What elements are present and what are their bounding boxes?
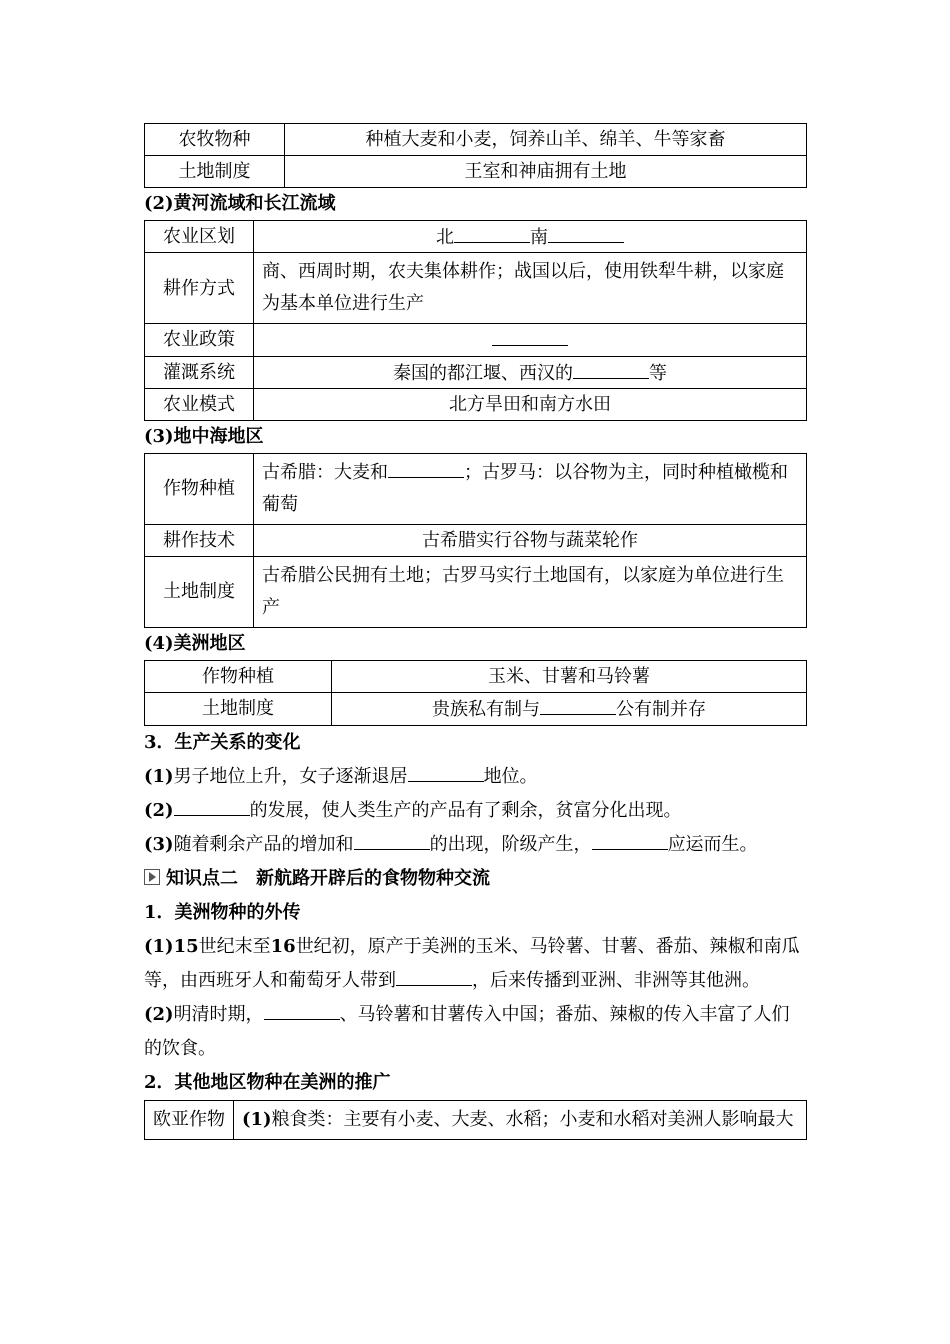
answer-blank[interactable] bbox=[264, 1001, 340, 1020]
row-value: 北方旱田和南方水田 bbox=[254, 389, 807, 421]
table-row bbox=[145, 389, 807, 421]
row-label: 作物种植 bbox=[145, 454, 254, 525]
row-label: 土地制度 bbox=[145, 557, 254, 628]
table-row bbox=[145, 454, 807, 525]
table-row bbox=[145, 557, 807, 628]
row-label: 耕作方式 bbox=[145, 253, 254, 324]
paragraph: (2) 的发展，使人类生产的产品有了剩余，贫富分化出现。 bbox=[144, 794, 807, 828]
row-value: 玉米、甘薯和马铃薯 bbox=[332, 661, 807, 693]
row-label: 农业区划 bbox=[145, 221, 254, 253]
answer-blank[interactable] bbox=[573, 360, 649, 379]
answer-blank[interactable] bbox=[408, 763, 484, 782]
table-row bbox=[145, 693, 807, 725]
row-label: 欧亚作物 bbox=[145, 1100, 234, 1139]
answer-blank[interactable] bbox=[396, 967, 472, 986]
section-title: (4)美洲地区 bbox=[144, 633, 246, 655]
table-row bbox=[145, 324, 807, 356]
paragraph: (2)明清时期， 、马铃薯和甘薯传入中国；番茄、辣椒的传入丰富了人们的饮食。 bbox=[144, 998, 807, 1066]
subheading: 2．其他地区物种在美洲的推广 bbox=[144, 1071, 391, 1093]
table-row bbox=[145, 124, 807, 156]
table-row bbox=[145, 253, 807, 324]
heading-part3: 3．生产关系的变化 bbox=[144, 731, 301, 753]
table-eurasian-crops bbox=[144, 1100, 807, 1140]
subheading: 1．美洲物种的外传 bbox=[144, 901, 301, 923]
table-row bbox=[145, 525, 807, 557]
row-value bbox=[254, 324, 807, 356]
row-value: 种植大麦和小麦，饲养山羊、绵羊、牛等家畜 bbox=[285, 124, 807, 156]
answer-blank[interactable] bbox=[354, 831, 430, 850]
table-row bbox=[145, 1100, 807, 1139]
paragraph: (1)男子地位上升，女子逐渐退居 地位。 bbox=[144, 760, 807, 794]
row-label: 农牧物种 bbox=[145, 124, 285, 156]
table-row bbox=[145, 356, 807, 388]
table-row bbox=[145, 661, 807, 693]
answer-blank[interactable] bbox=[388, 459, 464, 478]
paragraph: (3)随着剩余产品的增加和 的出现，阶级产生， 应运而生。 bbox=[144, 828, 807, 862]
row-label: 土地制度 bbox=[145, 693, 332, 725]
answer-blank[interactable] bbox=[174, 797, 250, 816]
row-value: 古希腊公民拥有土地；古罗马实行土地国有，以家庭为单位进行生产 bbox=[254, 557, 807, 628]
play-triangle-icon bbox=[144, 869, 160, 885]
row-label: 灌溉系统 bbox=[145, 356, 254, 388]
section-title: (3)地中海地区 bbox=[144, 426, 264, 448]
content bbox=[144, 123, 807, 1140]
row-value: 贵族私有制与 公有制并存 bbox=[332, 693, 807, 725]
section-title: (2)黄河流域和长江流域 bbox=[144, 193, 336, 214]
table-row bbox=[145, 156, 807, 188]
knowledge-point-heading: 知识点二 新航路开辟后的食物物种交流 bbox=[144, 862, 807, 896]
table-mediterranean bbox=[144, 453, 807, 628]
row-value: 古希腊：大麦和 ；古罗马：以谷物为主，同时种植橄榄和葡萄 bbox=[254, 454, 807, 525]
row-label: 农业政策 bbox=[145, 324, 254, 356]
table-row bbox=[145, 221, 807, 253]
answer-blank[interactable] bbox=[454, 224, 530, 243]
row-label: 土地制度 bbox=[145, 156, 285, 188]
answer-blank[interactable] bbox=[548, 224, 624, 243]
table-china bbox=[144, 220, 807, 421]
table-americas bbox=[144, 660, 807, 725]
row-value: (1)粮食类：主要有小麦、大麦、水稻；小麦和水稻对美洲人影响最大 bbox=[234, 1100, 807, 1139]
answer-blank[interactable] bbox=[540, 696, 616, 715]
table-mesopotamia bbox=[144, 123, 807, 188]
row-value: 古希腊实行谷物与蔬菜轮作 bbox=[254, 525, 807, 557]
paragraph: (1)15世纪末至16世纪初，原产于美洲的玉米、马铃薯、甘薯、番茄、辣椒和南瓜等，由西班牙人和葡萄牙人带到 ，后来传播到亚洲、非洲等其他洲。 bbox=[144, 935, 800, 991]
row-value: 王室和神庙拥有土地 bbox=[285, 156, 807, 188]
row-label: 耕作技术 bbox=[145, 525, 254, 557]
row-label: 作物种植 bbox=[145, 661, 332, 693]
row-value: 秦国的都江堰、西汉的 等 bbox=[254, 356, 807, 388]
row-label: 农业模式 bbox=[145, 389, 254, 421]
answer-blank[interactable] bbox=[592, 831, 668, 850]
row-value: 北 南 bbox=[254, 221, 807, 253]
row-value: 商、西周时期，农夫集体耕作；战国以后，使用铁犁牛耕，以家庭为基本单位进行生产 bbox=[254, 253, 807, 324]
answer-blank[interactable] bbox=[492, 327, 568, 346]
